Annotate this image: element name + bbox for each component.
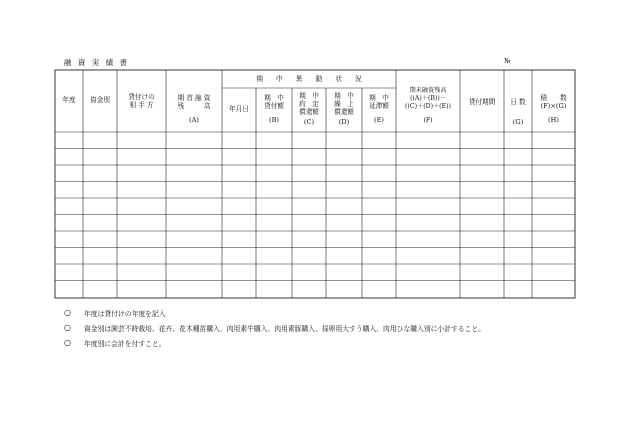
header-nengappi: 年月日: [229, 105, 249, 113]
header-shikin: 資金別: [90, 96, 110, 104]
header-nendo: 年度: [62, 96, 76, 104]
header-entai: 期 中 延滞額 (E): [369, 94, 389, 124]
note-item: [64, 305, 485, 320]
header-kuriage: 期 中 繰 上 償還額 (D): [334, 92, 354, 126]
header-ido: 期 中 異 動 状 況: [256, 75, 362, 83]
note-item: [64, 335, 485, 350]
header-aite: 貸付けの 相 手 方: [128, 93, 155, 109]
notes-list: [64, 305, 485, 350]
document-title: 融 資 実 績 書: [64, 58, 130, 67]
header-nissu: 日 数 (G): [510, 98, 526, 126]
note-text: 資金別は園芸不時栽培、花卉、花木種苗購入、肉用素牛購入、肉用素豚購入、採卵用大すう購入、肉用ひな購入別に小計すること。: [84, 324, 486, 333]
note-item: [64, 320, 485, 335]
header-kikan: 貸付期間: [468, 98, 496, 106]
header-yakutei: 期 中 約 定 償還額 (C): [299, 92, 319, 126]
note-text: 年度は貸付けの年度を記入: [84, 309, 166, 318]
circle-bullet-icon: ○: [64, 308, 71, 317]
number-label: №: [504, 57, 511, 65]
header-kishu: 期 首 融 資 残 高 (A): [177, 94, 211, 124]
circle-bullet-icon: ○: [64, 323, 71, 332]
header-sekisu: 積 数 (F)×(G) (H): [540, 94, 567, 124]
header-kimatsu: 期末融資残高 ((A)＋(B))－ ((C)＋(D)＋(E)) (F): [405, 87, 451, 124]
circle-bullet-icon: ○: [64, 338, 71, 347]
header-kashitsuke: 期 中 貸付額 (B): [264, 94, 284, 124]
note-text: 年度別に会計を付すこと。: [84, 339, 166, 348]
